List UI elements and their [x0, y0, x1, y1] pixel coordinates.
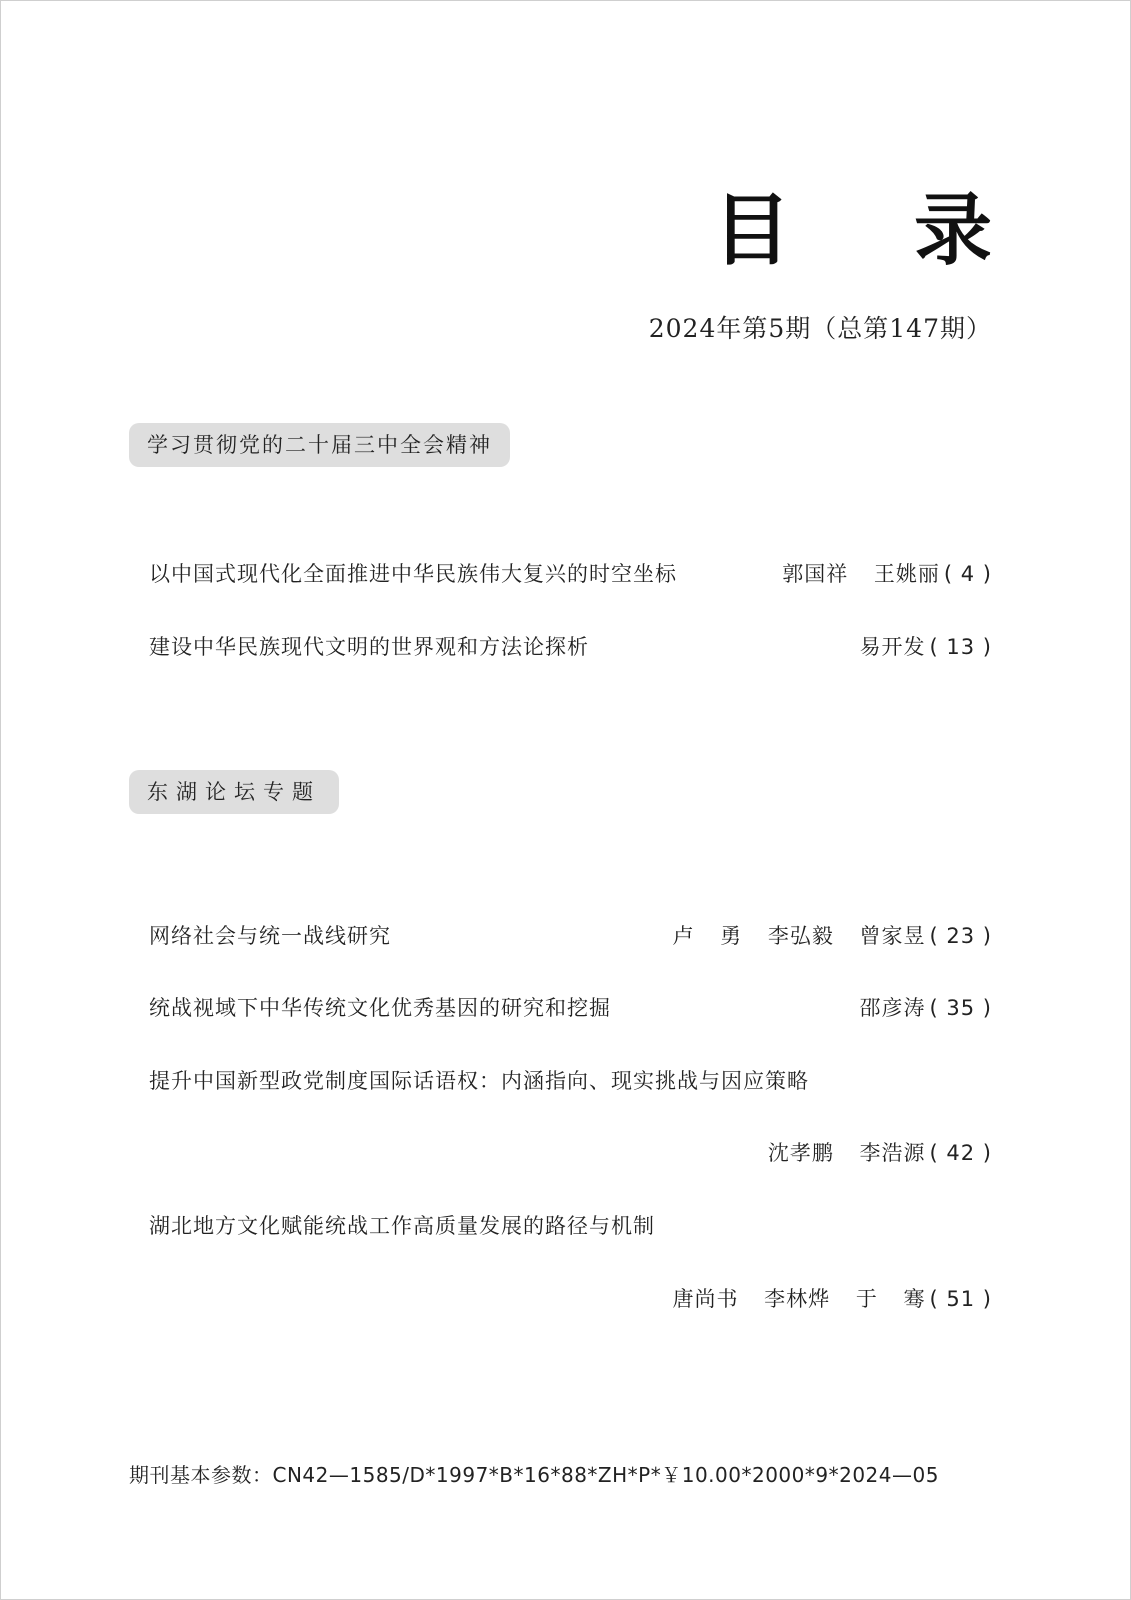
article-title[interactable]: 湖北地方文化赋能统战工作高质量发展的路径与机制: [149, 1214, 655, 1238]
article-title[interactable]: 建设中华民族现代文明的世界观和方法论探析: [149, 635, 589, 659]
article-authors: 沈孝鹏 李浩源: [767, 1141, 926, 1165]
toc-entry[interactable]: [149, 630, 992, 664]
section-header-plenary: 学习贯彻党的二十届三中全会精神: [129, 423, 510, 467]
article-title[interactable]: 网络社会与统一战线研究: [149, 924, 391, 948]
article-authors: 郭国祥 王姚丽: [782, 562, 940, 586]
article-meta: [768, 1136, 992, 1170]
section-header-donghu-forum: 东湖论坛专题: [129, 770, 339, 814]
page-title: 目 录: [712, 185, 1040, 276]
toc-entry-byline: [149, 1282, 992, 1316]
issue-info: 2024年第5期（总第147期）: [648, 314, 992, 343]
toc-entry[interactable]: [149, 557, 992, 591]
article-page: ( 51 ): [929, 1287, 992, 1311]
article-title[interactable]: 以中国式现代化全面推进中华民族伟大复兴的时空坐标: [149, 562, 677, 586]
article-meta: [782, 557, 992, 591]
article-authors: 易开发: [859, 635, 926, 659]
article-meta: [673, 1282, 993, 1316]
article-page: ( 35 ): [929, 996, 992, 1020]
article-meta: [673, 919, 993, 953]
article-meta: [860, 630, 992, 664]
article-title[interactable]: 提升中国新型政党制度国际话语权：内涵指向、现实挑战与因应策略: [149, 1069, 809, 1093]
toc-entry[interactable]: [149, 991, 992, 1025]
article-authors: 邵彦涛: [859, 996, 926, 1020]
article-meta: [860, 991, 992, 1025]
article-authors: 卢 勇 李弘毅 曾家昱: [672, 924, 926, 948]
article-authors: 唐尚书 李林烨 于 骞: [672, 1287, 926, 1311]
toc-entry[interactable]: [149, 1209, 992, 1243]
toc-entry[interactable]: [149, 919, 992, 953]
article-page: ( 23 ): [929, 924, 992, 948]
article-page: ( 13 ): [929, 635, 992, 659]
article-page: ( 42 ): [929, 1141, 992, 1165]
article-page: ( 4 ): [943, 562, 992, 586]
toc-entry-byline: [149, 1136, 992, 1170]
toc-entry[interactable]: [149, 1064, 992, 1098]
journal-parameters: 期刊基本参数：CN42—1585/D*1997*B*16*88*ZH*P*￥10.00*2000*9*2024—05: [129, 1463, 939, 1487]
article-title[interactable]: 统战视域下中华传统文化优秀基因的研究和挖掘: [149, 996, 611, 1020]
